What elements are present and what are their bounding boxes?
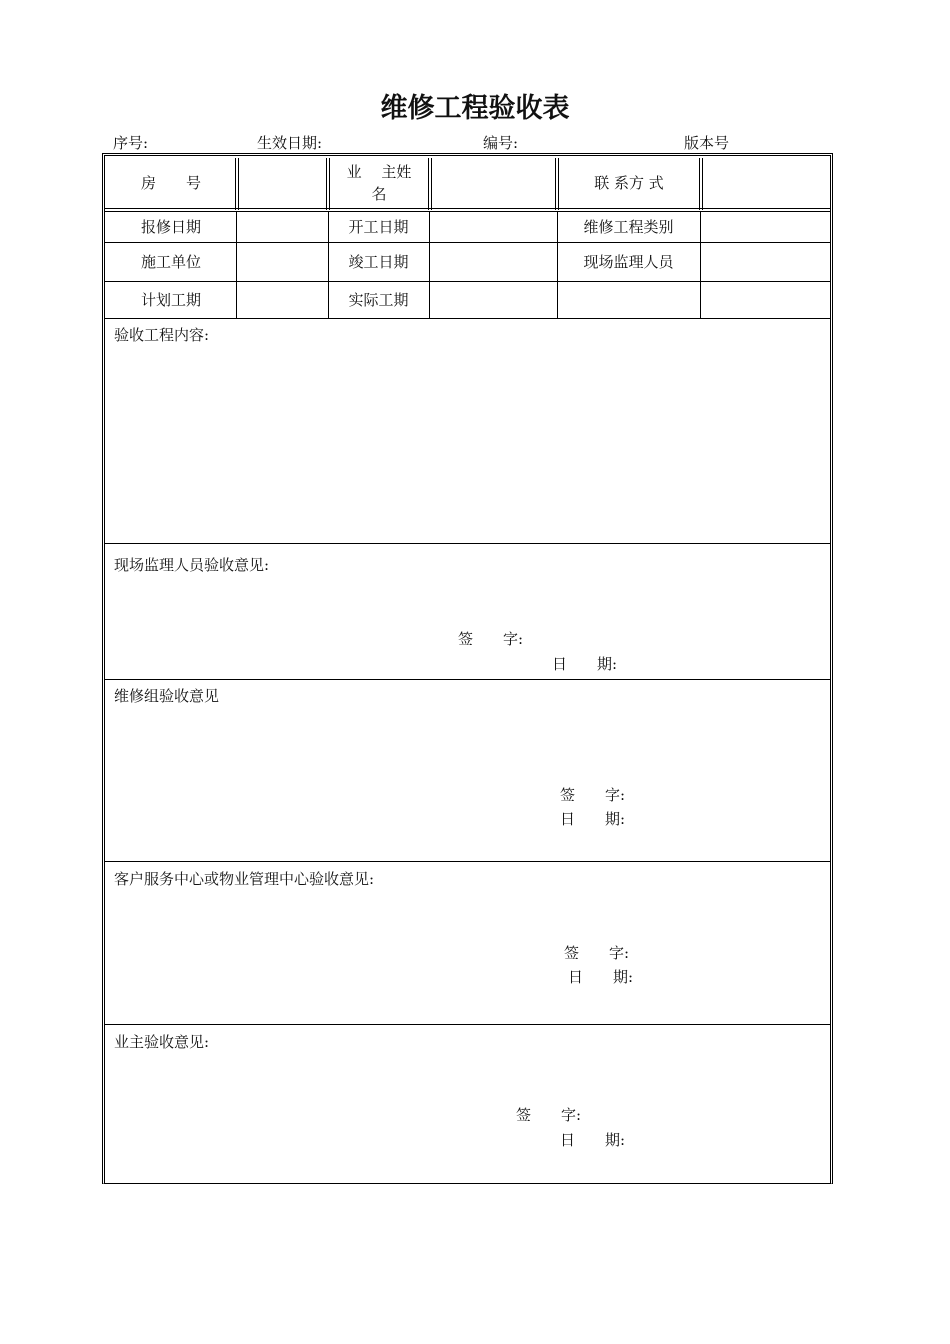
planned-period-label: 计划工期 bbox=[140, 291, 201, 309]
start-date-label: 开工日期 bbox=[348, 218, 409, 236]
site-supervisor-label: 现场监理人员 bbox=[583, 253, 674, 271]
divider bbox=[105, 543, 830, 544]
report-date-label: 报修日期 bbox=[140, 218, 201, 236]
serial-label: 序号: bbox=[113, 134, 149, 152]
version-label: 版本号 bbox=[684, 134, 730, 152]
form-title: 维修工程验收表 bbox=[380, 93, 570, 124]
service-center-sign-label: 签 字: bbox=[564, 944, 630, 962]
owner-name-label bbox=[331, 158, 427, 208]
supervisor-date-label: 日 期: bbox=[552, 655, 618, 673]
repair-type-label: 维修工程类别 bbox=[583, 218, 674, 236]
effective-date-label: 生效日期: bbox=[257, 134, 323, 152]
contact-label: 联 系方 式 bbox=[594, 174, 664, 192]
supervisor-sign-label: 签 字: bbox=[458, 630, 524, 648]
supervisor-opinion-label: 现场监理人员验收意见: bbox=[114, 556, 270, 574]
room-value[interactable] bbox=[239, 158, 325, 208]
divider bbox=[105, 861, 830, 862]
service-center-date-label: 日 期: bbox=[568, 968, 634, 986]
owner-name-label-line1: 业 主姓 bbox=[346, 163, 412, 181]
service-center-opinion-label: 客户服务中心或物业管理中心验收意见: bbox=[114, 870, 375, 888]
owner-opinion-label: 业主验收意见: bbox=[114, 1033, 210, 1051]
owner-date-label: 日 期: bbox=[560, 1131, 626, 1149]
divider bbox=[105, 1024, 830, 1025]
contact-value[interactable] bbox=[704, 158, 828, 208]
repair-team-date-label: 日 期: bbox=[560, 810, 626, 828]
number-label: 编号: bbox=[483, 134, 519, 152]
content-section-label: 验收工程内容: bbox=[114, 326, 210, 344]
construction-unit-label: 施工单位 bbox=[140, 253, 201, 271]
divider bbox=[105, 679, 830, 680]
divider bbox=[326, 158, 330, 210]
repair-team-opinion-label: 维修组验收意见 bbox=[114, 687, 220, 705]
divider bbox=[555, 158, 559, 210]
completion-date-label: 竣工日期 bbox=[348, 253, 409, 271]
actual-period-label: 实际工期 bbox=[348, 291, 409, 309]
owner-sign-label: 签 字: bbox=[516, 1106, 582, 1124]
divider bbox=[236, 212, 237, 319]
divider bbox=[105, 318, 830, 319]
divider bbox=[699, 158, 703, 210]
divider bbox=[105, 208, 830, 209]
room-label: 房 号 bbox=[140, 174, 201, 192]
divider bbox=[700, 212, 701, 319]
repair-team-sign-label: 签 字: bbox=[560, 786, 626, 804]
divider bbox=[428, 158, 432, 210]
owner-name-label-line2: 名 bbox=[371, 185, 387, 203]
divider bbox=[429, 212, 430, 319]
owner-name-value[interactable] bbox=[433, 158, 554, 208]
